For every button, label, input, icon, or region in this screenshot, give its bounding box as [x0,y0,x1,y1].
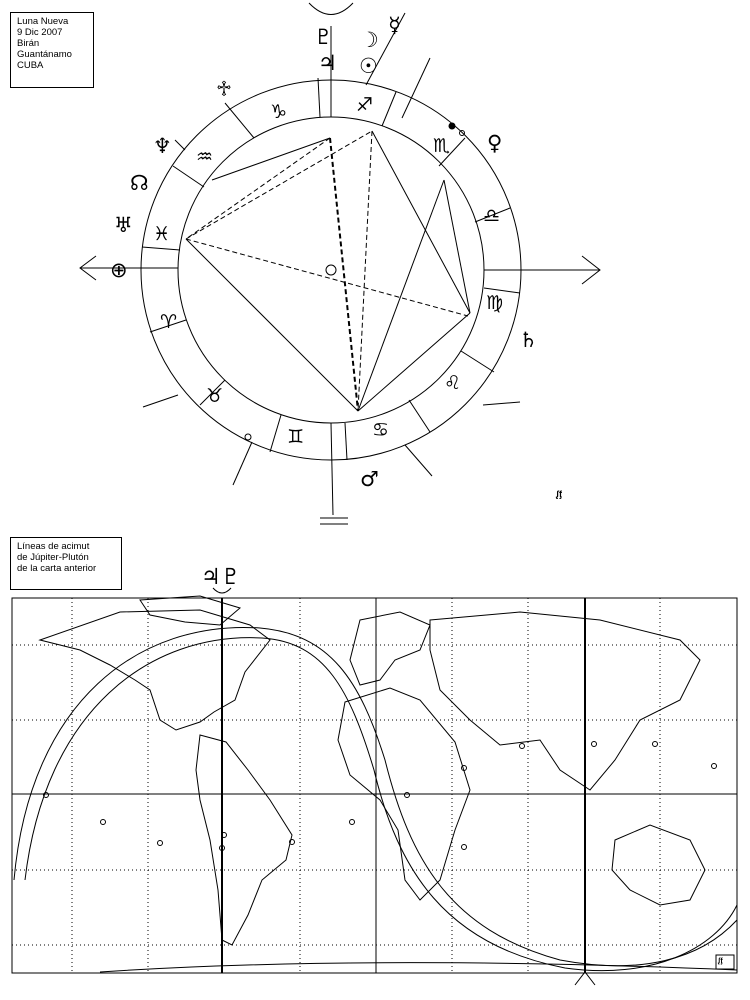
map-info-line: de la carta anterior [17,563,97,574]
aspect-lines [186,131,470,411]
center-point [326,265,336,275]
venus-icon: ♀ [487,131,503,155]
australia-outline [612,825,705,905]
chart-info-line: Birán [17,38,40,49]
scorpio-icon: ♏ [433,135,451,157]
city-marker [158,841,163,846]
virgo-icon: ♍ [486,292,504,314]
libra-icon: ♎ [483,205,501,227]
planet-dot [449,123,455,129]
ic-axis [331,423,333,515]
map-info-line: de Júpiter-Plutón [17,552,89,563]
azimuth-curve [25,638,737,971]
leo-icon: ♌ [444,372,462,394]
aspect-line [212,138,330,180]
sign-divider [345,423,347,460]
uranus-icon: ♅ [114,213,133,237]
sign-divider [225,103,254,138]
aspect-line [186,239,468,316]
aspect-line [372,131,470,313]
aquarius-icon: ♒ [196,146,214,168]
pisces-icon: ♓ [153,223,171,245]
node-icon: ☊ [130,171,149,195]
mc-arc [309,3,353,15]
house-line [175,140,185,150]
inner-ring [178,117,484,423]
city-marker [101,820,106,825]
capricorn-icon: ♑ [270,101,288,123]
house-line [402,58,430,118]
planet-glyphs [110,13,538,491]
aspect-line [330,138,358,411]
mars-icon: ♂ [360,467,379,491]
city-marker [462,845,467,850]
aspect-line [358,131,372,411]
saturn-icon: ♄ [519,328,538,352]
aspect-line [358,180,444,411]
house-line [143,395,178,407]
map-info-line: Líneas de acimut [17,541,90,552]
city-marker [350,820,355,825]
sign-divider [318,78,320,117]
europe-outline [350,612,430,685]
earth-icon: ⊕ [110,258,128,282]
sign-divider [173,166,204,187]
neptune-icon: ♆ [153,134,172,158]
moon-icon: ☽ [360,28,379,52]
city-marker [405,793,410,798]
map-grid [12,598,737,973]
map-logo: ᶘᶂ [718,957,723,965]
sagittarius-icon: ♐ [356,94,374,116]
outer-ring [141,80,521,460]
house-line [233,442,252,485]
city-marker [653,742,658,747]
aspect-line [444,180,470,313]
jupiter-icon: ♃ [318,51,337,75]
sign-divider [142,247,180,250]
chart-logo: ᶘᶂ [556,490,562,500]
map-frame [12,598,737,973]
sign-divider [270,415,281,452]
south-america-outline [196,735,292,945]
sign-divider [409,400,430,432]
aspect-line [186,131,372,239]
chiron-icon: ♱ [216,77,233,101]
aries-icon: ♈ [160,311,178,333]
city-marker [520,744,525,749]
city-marker [592,742,597,747]
chart-info-line: 9 Dic 2007 [17,27,63,38]
chart-info-line: Luna Nueva [17,16,69,27]
planet-dot [245,434,251,440]
mercury-icon: ☿ [388,13,401,37]
sign-divider [461,351,494,372]
house-line [405,445,432,476]
cancer-icon: ♋ [372,419,390,441]
chart-info-line: CUBA [17,60,44,71]
sign-divider [382,92,396,126]
house-line [483,402,520,405]
zodiac-wheel [80,3,600,524]
world-map [12,588,737,985]
chart-info-line: Guantánamo [17,49,72,60]
gemini-icon: ♊ [287,426,305,448]
pluto-icon: ♇ [314,25,333,49]
sign-glyphs [153,94,503,448]
bottom-fork-marker [575,972,595,985]
sun-icon: ☉ [359,54,378,78]
city-marker [712,764,717,769]
map-header-planets-icon: ♃♇ [201,565,241,590]
taurus-icon: ♉ [206,385,224,407]
